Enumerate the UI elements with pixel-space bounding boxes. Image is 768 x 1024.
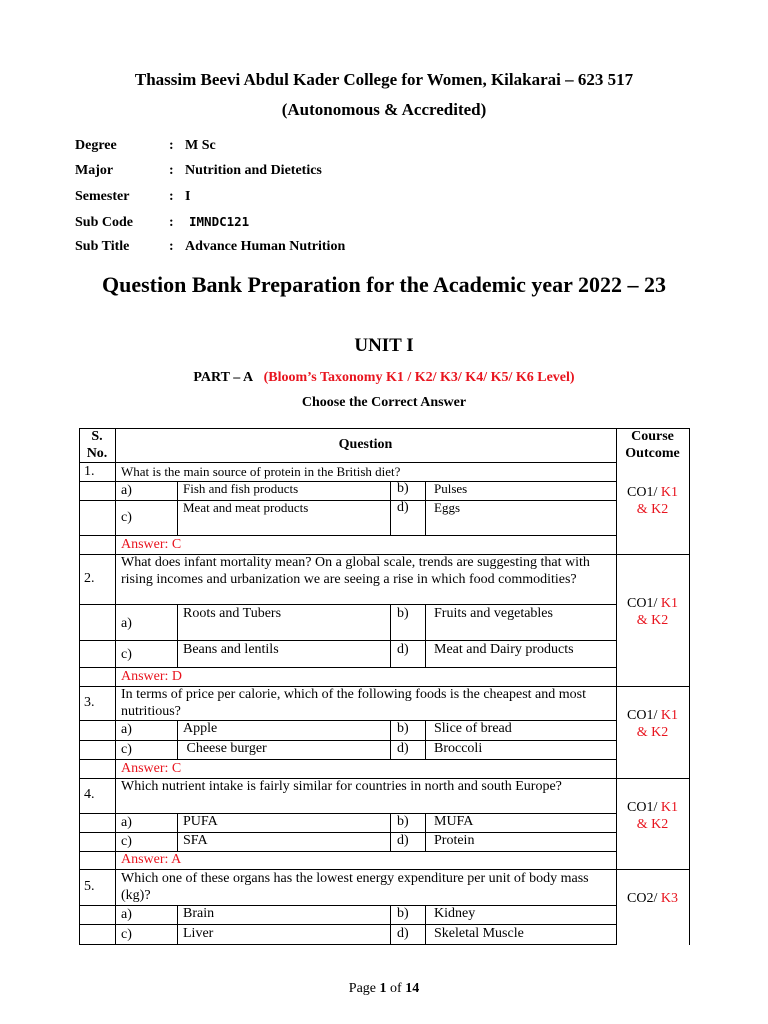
detail-colon: : xyxy=(169,163,174,179)
co-code: CO1/ xyxy=(627,708,658,723)
page-prefix: Page xyxy=(348,981,377,996)
option-label: b) xyxy=(397,721,409,736)
detail-value: M Sc xyxy=(185,138,216,153)
option-text: Cheese burger xyxy=(183,741,267,756)
question-table xyxy=(79,428,690,945)
option-text: MUFA xyxy=(434,814,474,829)
question-text: In terms of price per calorie, which of the following foods is the cheapest and most nutritious? xyxy=(121,687,586,719)
answer-text: Answer: C xyxy=(121,537,182,552)
table-rule xyxy=(177,905,178,945)
detail-value: IMNDC121 xyxy=(189,213,250,229)
option-text: SFA xyxy=(183,833,208,848)
option-text: Liver xyxy=(183,926,214,941)
question-number: 3. xyxy=(84,695,95,710)
table-rule xyxy=(177,604,178,667)
option-label: b) xyxy=(397,606,409,621)
college-name: Thassim Beevi Abdul Kader College for Women, Kilakarai – 623 517 xyxy=(134,70,634,89)
k-level-2: & K2 xyxy=(636,501,669,517)
option-label: d) xyxy=(397,642,409,657)
table-rule xyxy=(689,428,690,945)
table-rule xyxy=(425,905,426,945)
course-outcome xyxy=(616,800,689,833)
table-rule xyxy=(115,428,116,945)
option-label: d) xyxy=(397,500,409,515)
option-label: b) xyxy=(397,481,409,496)
detail-value: I xyxy=(185,188,191,204)
detail-colon: : xyxy=(169,214,174,230)
option-text: Broccoli xyxy=(434,741,483,756)
question-text: What is the main source of protein in the British diet? xyxy=(121,464,401,479)
table-rule xyxy=(79,535,616,536)
co-code: CO1/ xyxy=(627,800,658,815)
course-outcome xyxy=(616,708,689,741)
table-rule xyxy=(425,481,426,535)
page-of: of xyxy=(390,981,402,996)
option-label: a) xyxy=(121,483,132,498)
detail-colon: : xyxy=(169,188,174,204)
header-question: Question xyxy=(338,437,393,452)
option-text: Fish and fish products xyxy=(183,481,299,496)
option-label: b) xyxy=(397,906,409,921)
option-text: Pulses xyxy=(434,481,468,496)
option-text: Protein xyxy=(434,833,475,848)
option-text: Eggs xyxy=(434,500,460,515)
detail-label: Degree xyxy=(75,138,117,153)
option-label: a) xyxy=(121,722,132,737)
option-text: Fruits and vegetables xyxy=(434,606,553,621)
table-rule xyxy=(390,481,391,535)
option-label: c) xyxy=(121,742,132,757)
table-rule xyxy=(79,832,616,833)
option-label: d) xyxy=(397,926,409,941)
k-level-2: & K2 xyxy=(636,724,669,740)
current-page: 1 xyxy=(379,981,387,996)
table-rule xyxy=(79,500,616,501)
part-heading xyxy=(0,370,768,386)
page-title: Question Bank Preparation for the Academic year 2022 – 23 xyxy=(101,272,667,297)
k-level-2: & K2 xyxy=(636,816,669,832)
table-rule xyxy=(79,640,616,641)
table-rule xyxy=(79,905,616,906)
option-text: Meat and meat products xyxy=(183,500,309,515)
table-rule xyxy=(79,944,616,945)
k-level: K1 xyxy=(660,485,678,500)
k-level: K1 xyxy=(660,800,678,815)
question-number: 1. xyxy=(84,464,95,479)
course-outcome xyxy=(616,596,689,629)
table-rule xyxy=(390,813,391,851)
question-text: Which nutrient intake is fairly similar for countries in north and south Europe? xyxy=(121,779,562,794)
k-level: K1 xyxy=(660,708,678,723)
table-rule xyxy=(79,428,80,945)
detail-sub-code xyxy=(75,214,345,239)
co-code: CO1/ xyxy=(627,596,658,611)
blooms-level: (Bloom’s Taxonomy K1 / K2/ K3/ K4/ K5/ K6 Level) xyxy=(263,370,575,385)
k-level: K3 xyxy=(660,891,678,906)
detail-colon: : xyxy=(169,138,174,153)
question-text: Which one of these organs has the lowest energy expenditure per unit of body mass (kg)? xyxy=(121,871,589,903)
option-text: Roots and Tubers xyxy=(183,606,282,621)
option-label: c) xyxy=(121,647,132,662)
question-text: What does infant mortality mean? On a global scale, trends are suggesting that with rising incomes and urbanization we are seeing a rise in which food commodities? xyxy=(121,555,590,587)
course-outcome xyxy=(616,891,689,908)
table-rule xyxy=(177,813,178,851)
detail-label: Sub Code xyxy=(75,214,133,230)
option-text: PUFA xyxy=(183,814,218,829)
detail-value: Nutrition and Dietetics xyxy=(185,163,322,179)
option-label: c) xyxy=(121,927,132,942)
table-rule xyxy=(425,604,426,667)
page-number xyxy=(0,981,768,997)
option-label: d) xyxy=(397,833,409,848)
table-rule xyxy=(79,759,616,760)
table-rule xyxy=(79,667,616,668)
table-rule xyxy=(390,604,391,667)
question-number: 4. xyxy=(84,787,95,802)
unit-heading: UNIT I xyxy=(354,335,414,356)
detail-sub-title xyxy=(75,239,345,264)
table-rule xyxy=(79,462,616,463)
detail-value: Advance Human Nutrition xyxy=(185,239,346,255)
college-status: (Autonomous & Accredited) xyxy=(281,100,487,119)
detail-degree xyxy=(75,138,345,163)
course-outcome xyxy=(616,485,689,518)
header-course-outcome: Course Outcome xyxy=(625,429,680,461)
table-rule xyxy=(79,428,690,429)
table-rule xyxy=(177,481,178,535)
option-text: Meat and Dairy products xyxy=(434,642,574,657)
option-label: a) xyxy=(121,815,132,830)
table-rule xyxy=(390,905,391,945)
table-rule xyxy=(79,869,690,870)
detail-label: Sub Title xyxy=(75,239,130,255)
header-sno: S. No. xyxy=(86,429,108,461)
part-label: PART – A xyxy=(193,370,254,385)
k-level: K1 xyxy=(660,596,678,611)
question-number: 5. xyxy=(84,879,95,894)
option-text: Skeletal Muscle xyxy=(434,926,524,941)
option-text: Apple xyxy=(183,721,218,736)
table-rule xyxy=(79,720,616,721)
option-label: d) xyxy=(397,741,409,756)
option-text: Slice of bread xyxy=(434,721,512,736)
detail-semester xyxy=(75,189,345,214)
course-details xyxy=(75,138,345,264)
option-label: a) xyxy=(121,616,132,631)
detail-major xyxy=(75,163,345,188)
table-rule xyxy=(425,720,426,759)
table-rule xyxy=(79,604,616,605)
option-text: Beans and lentils xyxy=(183,642,279,657)
k-level-2: & K2 xyxy=(636,612,669,628)
detail-label: Semester xyxy=(75,188,130,204)
table-rule xyxy=(425,813,426,851)
co-code: CO1/ xyxy=(627,485,658,500)
table-rule xyxy=(79,481,616,482)
option-label: c) xyxy=(121,510,132,525)
table-rule xyxy=(79,740,616,741)
detail-label: Major xyxy=(75,163,114,179)
question-number: 2. xyxy=(84,571,95,586)
answer-text: Answer: D xyxy=(121,669,183,684)
option-label: b) xyxy=(397,814,409,829)
answer-text: Answer: C xyxy=(121,761,182,776)
total-pages: 14 xyxy=(405,981,420,996)
detail-colon: : xyxy=(169,239,174,255)
answer-text: Answer: A xyxy=(121,852,182,867)
table-rule xyxy=(390,720,391,759)
instruction: Choose the Correct Answer xyxy=(301,395,467,410)
table-rule xyxy=(79,924,616,925)
co-code: CO2/ xyxy=(627,891,658,906)
table-rule xyxy=(79,813,616,814)
option-label: c) xyxy=(121,834,132,849)
table-rule xyxy=(177,720,178,759)
option-label: a) xyxy=(121,907,132,922)
option-text: Brain xyxy=(183,906,215,921)
option-text: Kidney xyxy=(434,906,476,921)
